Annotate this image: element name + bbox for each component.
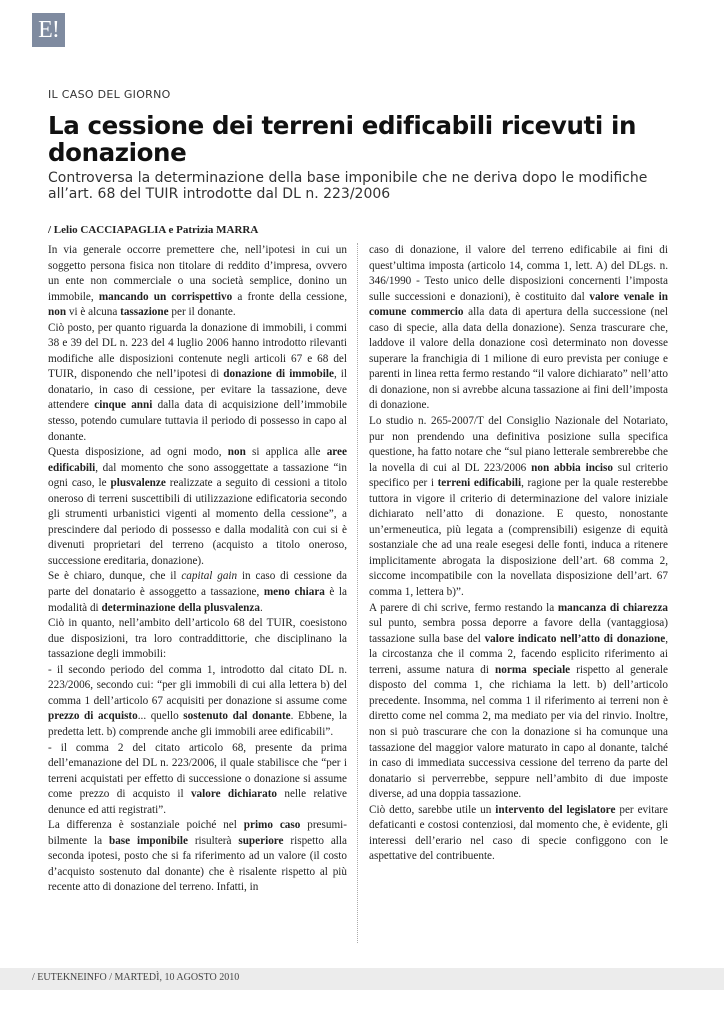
article-authors: / Lelio CACCIAPAGLIA e Patrizia MARRA [48, 224, 259, 236]
page-footer [0, 968, 724, 990]
paragraph: - il comma 2 del citato articolo 68, presente da prima dell’emanazione del DL n. 223/2006, il quale stabilisce che “per i terreni acquistati per effetto di successione o donazione si assume come prezzo di acquisto il valore dichiarato nelle relative denunce ed atti registrati”. [48, 741, 347, 816]
column-divider [357, 243, 358, 943]
paragraph: Ciò in quanto, nell’ambito dell’articolo 68 del TUIR, coesistono due disposizioni, tra loro contraddittorie, che disciplinano la tassazione degli immobili: [48, 617, 347, 661]
paragraph: A parere di chi scrive, fermo restando la mancanza di chiarezza sul punto, sembra possa deporre a favore della (vantaggiosa) tassazione sulla base del valore indicato nell’atto di donazione, la circostanza che il comma 2, facendo esplicito riferimento ai terreni, assume natura di norma speciale rispetto al generale disposto del comma 1, che richiama la lett. b) dell’articolo precedente. Insomma, nel comma 1 il riferimento ai terreni non è diretto come nel comma 2, ma mediato per via del rinvio. Inoltre, non si può trascurare che con la donazione si ha comunque una tassazione del maggior valore maturato in capo al donante, talché in caso di immediata successiva cessione del terreno da parte del donatario si perverrebbe, seppure nell’ambito di due imposte diverse, ad una doppia tassazione. [369, 601, 669, 801]
paragraph: La differenza è sostanziale poiché nel primo caso presumibilmente la base imponibile risulterà superiore rispetto alla seconda ipotesi, posto che si fa riferimento ad un valore (il costo d’acquisto sostenuto dal donante) che è risalente rispetto al più recente atto di donazione del terreno. Infatti, in [48, 819, 348, 894]
paragraph: Se è chiaro, dunque, che il capital gain in caso di cessione da parte del donatario è assoggetto a tassazione, meno chiara è la modalità di determinazione della plusvalenza. [48, 570, 347, 614]
paragraph: caso di donazione, il valore del terreno edificabile ai fini di quest’ultima imposta (articolo 14, comma 1, lett. A) del DLgs. n. 346/1990 - Testo unico delle disposizioni concernenti l’imposta sulle successioni e donazioni), è costituito dal valore venale in comune commercio alla data di apertura della successione (nel caso di specie, alla data della donazione). Senza trascurare che, laddove il valore della donazione così determinato non dovesse superare la franchigia di 1 milione di euro prevista per coniuge e parenti in linea retta fermo restando “il valore dichiarato” nell’atto di donazione, non si avrebbe alcuna tassazione ai fini dell’imposta di donazione. [369, 244, 668, 412]
footer-text: / EUTEKNEINFO / MARTEDÌ, 10 AGOSTO 2010 [32, 972, 240, 983]
article-column-right [369, 243, 668, 865]
section-label: IL CASO DEL GIORNO [48, 88, 171, 101]
article-subtitle: Controversa la determinazione della base imponibile che ne deriva dopo le modifiche all’art. 68 del TUIR introdotte dal DL n. 223/2006 [48, 170, 648, 202]
paragraph: - il secondo periodo del comma 1, introdotto dal citato DL n. 223/2006, secondo cui: “per gli immobili di cui alla lettera b) del comma 1 dell’articolo 67 acquisiti per donazione si assume come prezzo di acquisto... quello sostenuto dal donante. Ebbene, la predetta lett. b) comprende anche gli immobili aree edificabili”. [48, 663, 348, 738]
eutekne-logo: E! [32, 13, 65, 47]
paragraph: Ciò detto, sarebbe utile un intervento del legislatore per evitare defaticanti e costosi contenziosi, dal momento che, è evidente, gli interessi dell’erario nel caso di specie configgono con le aspettative del contribuente. [369, 803, 668, 863]
article-title: La cessione dei terreni edificabili ricevuti in donazione [48, 111, 636, 167]
article-column-left [48, 243, 347, 896]
paragraph: In via generale occorre premettere che, nell’ipotesi in cui un soggetto persona fisica non titolare di reddito d’impresa, ovvero un ente non commerciale o una società semplice, donino un immobile, mancando un corrispettivo a fronte della cessione, non vi è alcuna tassazione per il donante. [48, 244, 347, 319]
paragraph: Questa disposizione, ad ogni modo, non si applica alle aree edificabili, dal momento che sono assoggettate a tassazione “in ogni caso, le plusvalenze realizzate a seguito di cessioni a titolo oneroso di terreni suscettibili di utilizzazione edificatoria secondo gli strumenti urbanistici vigenti al momento della cessione”, a prescindere dal periodo di possesso e dalla modalità con cui si è divenuti proprietari del terreno (acquisto a titolo oneroso, successione ereditaria, donazione). [48, 446, 347, 567]
paragraph: Lo studio n. 265-2007/T del Consiglio Nazionale del Notariato, pur non prendendo una definitiva posizione sulla specifica questione, ha fatto notare che “sul piano letterale sembrerebbe che la novella di cui al DL 223/2006 non abbia inciso sul criterio specifico per i terreni edificabili, ragione per la quale resterebbe tuttora in vigore il criterio di determinazione del valore iniziale dichiarato nell’atto di donazione. E questo, nonostante un’ermeneutica, più legata a (comprensibili) esigenze di equità sostanziale che ad una reale esegesi delle fonti, induca a ritenere implicitamente abrogata la disposizione dell’art. 68 comma 2, siccome incompatibile con la novellata disposizione dell’art. 67 comma 1, lettera b)”. [369, 415, 668, 599]
paragraph: Ciò posto, per quanto riguarda la donazione di immobili, i commi 38 e 39 del DL n. 223 del 4 luglio 2006 hanno introdotto rilevanti modifiche alle disposizioni contenute negli articoli 67 e 68 del TUIR, disponendo che nell’ipotesi di donazione di immobile, il donatario, in caso di cessione, per evitare la tassazione, deve attendere cinque anni dalla data di acquisizione dell’immobile stesso, potendo cumulare tuttavia il periodo di possesso in capo al donante. [48, 321, 347, 443]
